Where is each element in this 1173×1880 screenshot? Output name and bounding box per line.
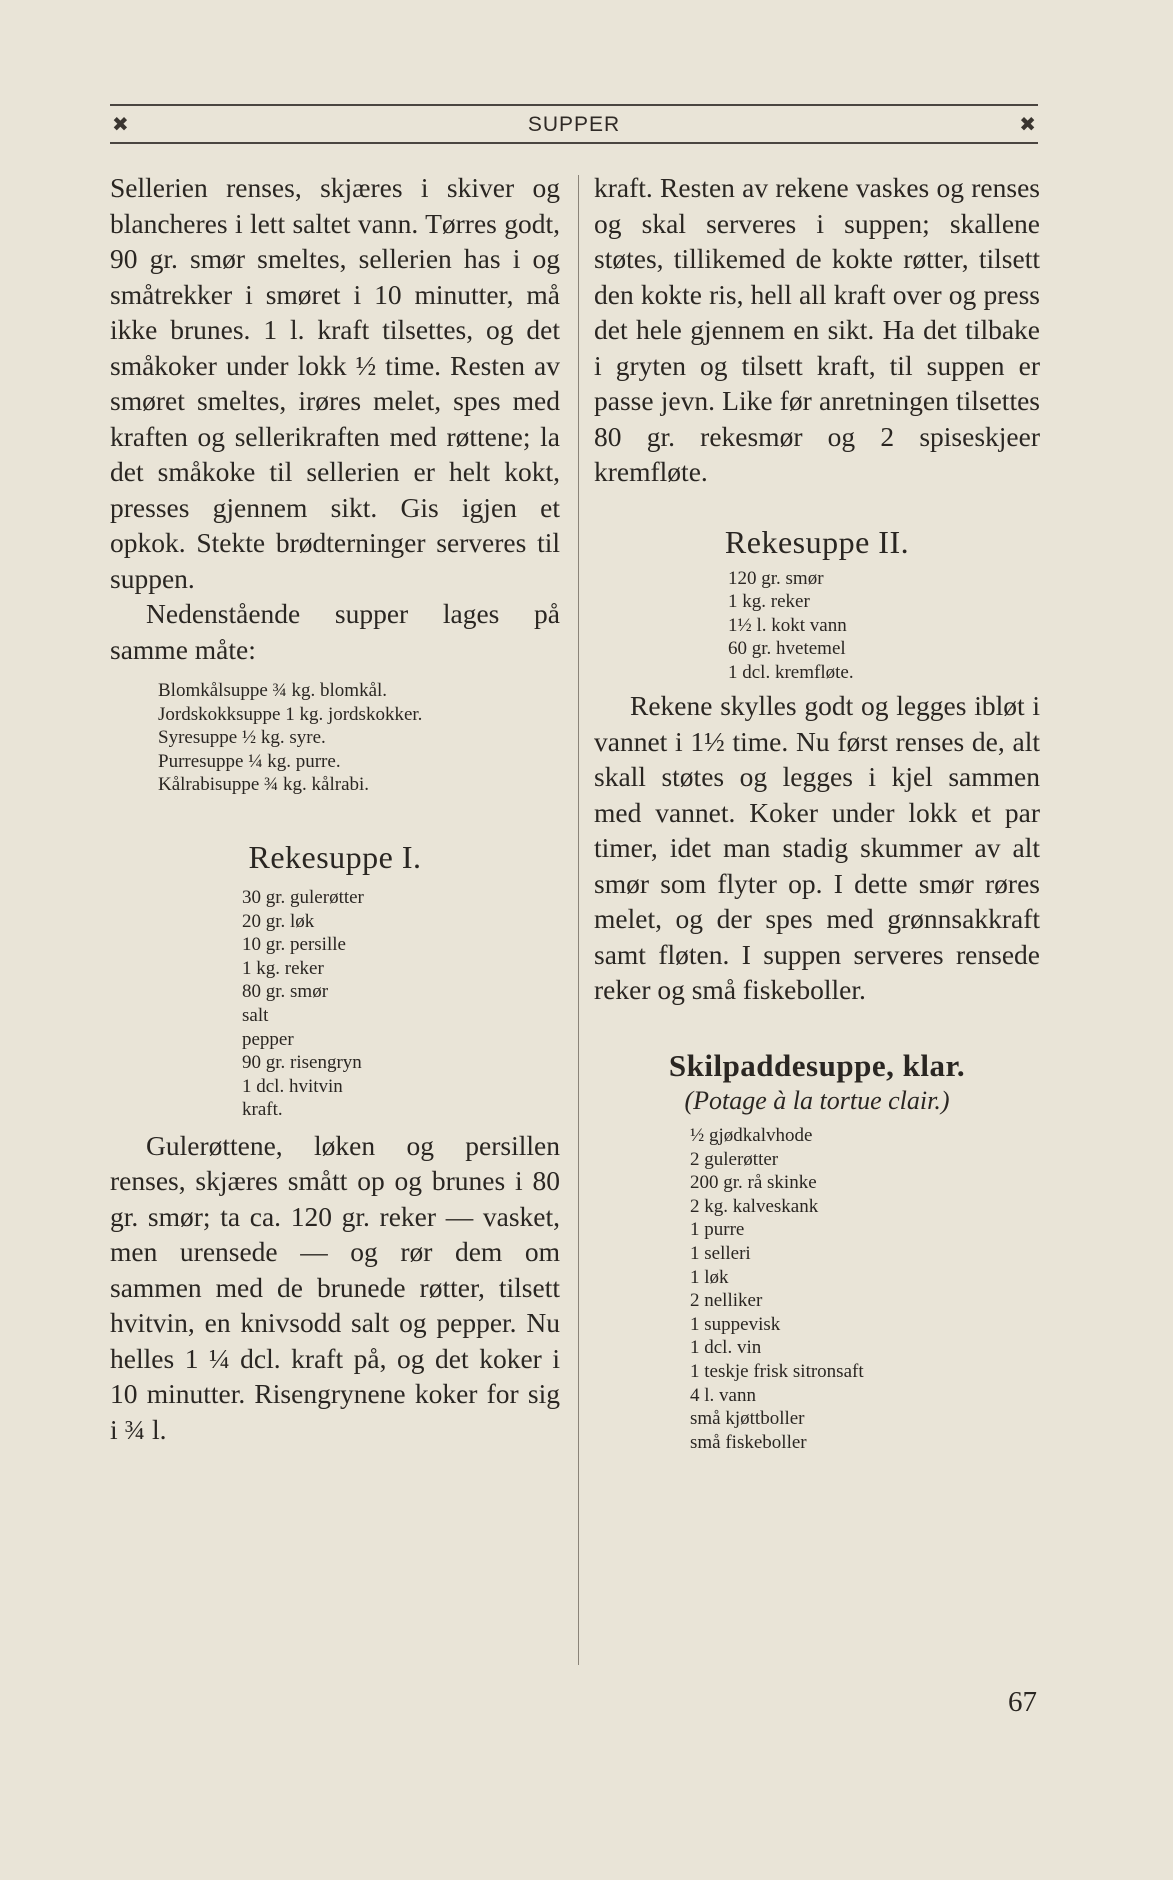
list-item: Syresuppe ½ kg. syre. <box>158 727 326 749</box>
list-item: 1 kg. reker <box>242 957 324 979</box>
list-item: 120 gr. smør <box>728 567 824 589</box>
ingredient-list-rekesuppe-1 <box>242 886 560 1122</box>
list-item: 1 dcl. vin <box>690 1337 762 1359</box>
list-item: 2 gulerøtter <box>690 1148 779 1170</box>
running-header-title: SUPPER <box>527 113 621 136</box>
list-item: pepper <box>242 1028 294 1050</box>
recipe-subtitle-french: (Potage à la tortue clair.) <box>684 1085 950 1115</box>
list-item: 2 kg. kalveskank <box>690 1195 819 1217</box>
rekesuppe-1-method-paragraph: Gulerøttene, løken og persillen renses, skjæres smått op og brunes i 80 gr. smør; ta ca. 120 gr. reker — vasket, men urensede — og rør dem om sammen med de brunede røtter, tilsett hvitvin, en knivsodd salt og pepper. Nu helles 1 ¼ dcl. kraft på, og det koker i 10 minutter. Risengrynene koker for sig i ¾ l. <box>110 1129 560 1445</box>
list-item: 30 gr. gulerøtter <box>242 886 364 908</box>
list-item: 1 dcl. kremfløte. <box>728 661 854 683</box>
list-item: 1 selleri <box>690 1242 751 1264</box>
list-item: Jordskokksuppe 1 kg. jordskokker. <box>158 703 423 725</box>
ornament-left-icon: ✖ <box>112 112 129 136</box>
column-divider <box>578 175 579 1665</box>
list-item: Kålrabisuppe ¾ kg. kålrabi. <box>158 774 370 796</box>
page-number: 67 <box>1008 1686 1037 1718</box>
recipe-title-rekesuppe-1: Rekesuppe I. <box>248 838 422 875</box>
list-item: 200 gr. rå skinke <box>690 1172 817 1194</box>
list-item: 4 l. vann <box>690 1384 756 1406</box>
list-item: små fiskeboller <box>690 1431 807 1453</box>
list-item: 1 dcl. hvitvin <box>242 1075 343 1097</box>
soup-variants-list <box>158 679 560 797</box>
list-item: 60 gr. hvetemel <box>728 638 846 660</box>
list-item: små kjøttboller <box>690 1408 805 1430</box>
list-item: Purresuppe ¼ kg. purre. <box>158 750 341 772</box>
list-item: 1 suppevisk <box>690 1313 781 1335</box>
ingredient-list-rekesuppe-2 <box>728 567 1040 685</box>
ornament-right-icon: ✖ <box>1019 112 1036 136</box>
running-header <box>110 104 1038 144</box>
recipe-title-skilpaddesuppe: Skilpaddesuppe, klar. <box>668 1047 966 1083</box>
rekesuppe-1-method-continued: kraft. Resten av rekene vaskes og renses og skal serveres i suppen; skallene støtes, tillikemed de kokte røtter, tilsett den kokte ris, hell all kraft over og press det hele gjennem en sikt. Ha det tilbake i gryten og tilsett kraft, til suppen er passe jevn. Like før anretningen tilsettes 80 gr. rekesmør og 2 spiseskjeer kremfløte. <box>594 172 1040 487</box>
list-item: 1 kg. reker <box>728 591 810 613</box>
rekesuppe-2-method-paragraph: Rekene skylles godt og legges ibløt i vannet i 1½ time. Nu først renses de, alt skall støtes og legges i kjel sammen med vannet. Koker under lokk et par timer, idet man stadig skummer av alt smør som flyter op. I dette smør røres melet, og der spes med grønnsakkraft samt fløten. I suppen serveres rensede reker og små fiskeboller. <box>594 690 1040 1006</box>
list-item: 1½ l. kokt vann <box>728 614 847 636</box>
variants-intro-paragraph: Nedenstående supper lages på samme måte: <box>110 598 560 665</box>
recipe-title-rekesuppe-2: Rekesuppe II. <box>724 523 910 560</box>
list-item: 10 gr. persille <box>242 934 346 956</box>
list-item: 1 teskje frisk sitronsaft <box>690 1360 864 1382</box>
ingredient-list-skilpaddesuppe <box>690 1124 1040 1454</box>
celery-soup-method-paragraph: Sellerien renses, skjæres i skiver og blancheres i lett saltet vann. Tørres godt, 90 gr. smør smeltes, sellerien has i og småtrekker i smøret i 10 minutter, må ikke brunes. 1 l. kraft tilsettes, og det småkoker under lokk ½ time. Resten av smøret smeltes, irøres melet, spes med kraften og sellerikraften med røttene; la det småkoke til sellerien er helt kokt, presses gjennem sikt. Gis igjen et opkok. Stekte brødterninger serveres til suppen. <box>110 172 560 594</box>
left-column <box>110 170 560 1447</box>
list-item: 20 gr. løk <box>242 910 315 932</box>
list-item: 80 gr. smør <box>242 981 329 1003</box>
list-item: 1 purre <box>690 1219 745 1241</box>
list-item: salt <box>242 1004 269 1026</box>
list-item: kraft. <box>242 1099 283 1121</box>
list-item: ½ gjødkalvhode <box>690 1124 813 1146</box>
list-item: Blomkålsuppe ¾ kg. blomkål. <box>158 680 388 701</box>
right-column <box>594 170 1040 1454</box>
list-item: 1 løk <box>690 1266 729 1288</box>
list-item: 90 gr. risengryn <box>242 1052 362 1074</box>
list-item: 2 nelliker <box>690 1290 763 1312</box>
